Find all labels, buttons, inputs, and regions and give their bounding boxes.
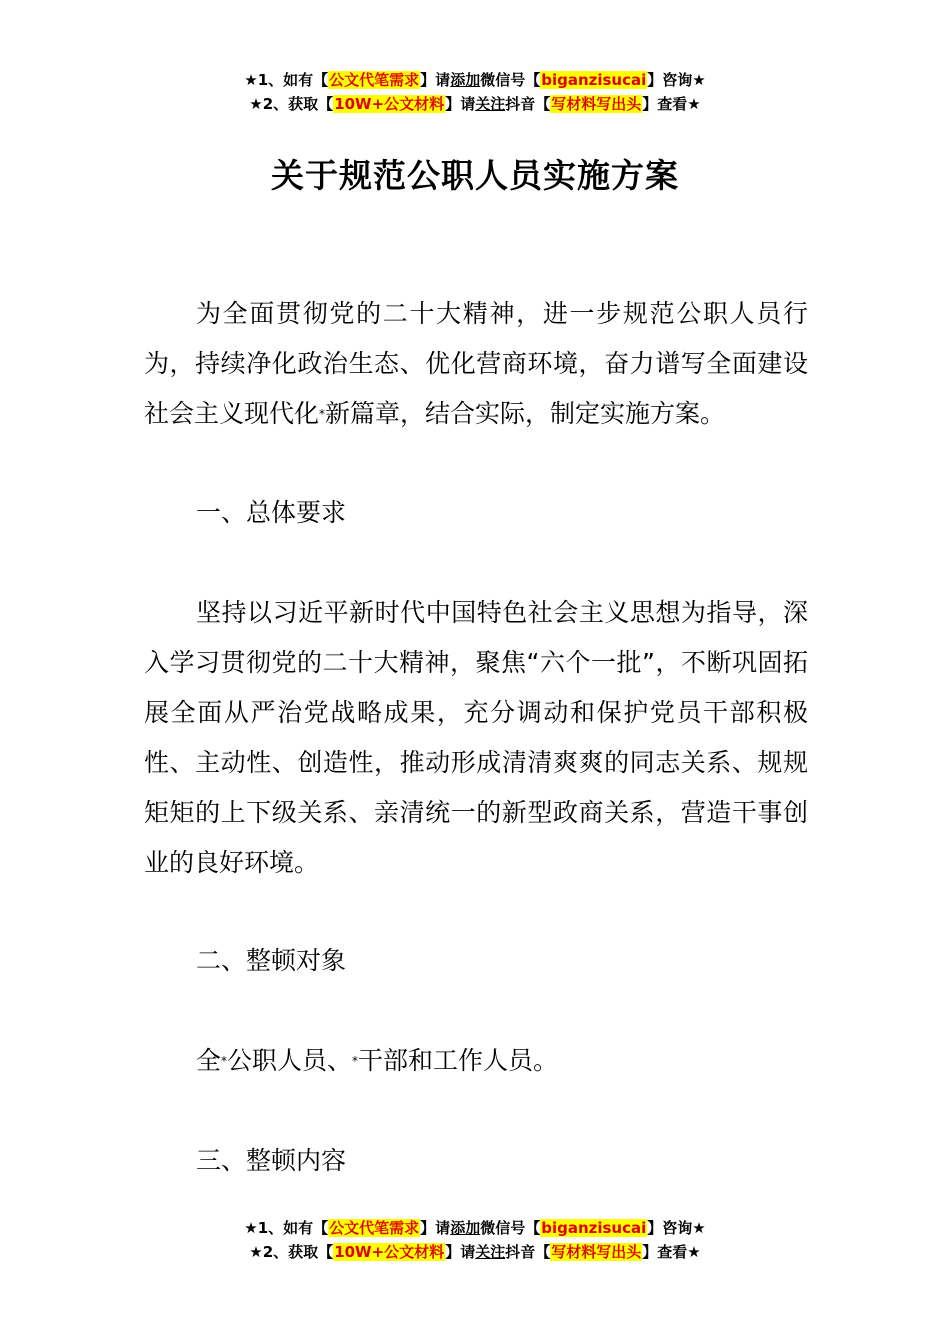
redaction-mark: * — [319, 407, 326, 421]
promo-highlight: biganzisucai — [541, 1219, 647, 1237]
promo-text: ★1、如有【 — [244, 1219, 329, 1237]
promo-text: 】请 — [445, 95, 476, 113]
paragraph-text: 全 — [196, 1046, 222, 1075]
paragraph-text: 新篇章，结合实际，制定实施方案。 — [325, 399, 726, 428]
promo-text: 】查看★ — [642, 1243, 701, 1261]
promo-text: 】请 — [420, 1219, 451, 1237]
promo-highlight: 10W+公文材料 — [334, 95, 445, 113]
redaction-mark: * — [221, 1054, 228, 1068]
promo-highlight: 写材料写出头 — [551, 1243, 642, 1261]
promo-line-1 — [0, 68, 950, 92]
promo-text: ★2、获取【 — [249, 1243, 334, 1261]
promo-text: 】查看★ — [642, 95, 701, 113]
promo-underline: 关注 — [475, 95, 506, 113]
paragraph-text: 公职人员、 — [227, 1046, 353, 1075]
promo-line-2 — [0, 92, 950, 116]
promo-text: 微信号【 — [480, 71, 541, 89]
section-heading-2: 二、整顿对象 — [196, 946, 347, 975]
promo-highlight: 公文代笔需求 — [329, 71, 420, 89]
redaction-mark: * — [352, 1054, 359, 1068]
promo-underline: 关注 — [475, 1243, 506, 1261]
promo-text: 】请 — [420, 71, 451, 89]
promo-text: 抖音【 — [505, 95, 551, 113]
intro-paragraph — [144, 289, 808, 439]
header-promo-banner — [0, 68, 950, 116]
promo-highlight: 10W+公文材料 — [334, 1243, 445, 1261]
promo-text: 】咨询★ — [647, 1219, 706, 1237]
promo-text: 抖音【 — [505, 1243, 551, 1261]
promo-underline: 添加 — [450, 1219, 481, 1237]
section-heading-1: 一、总体要求 — [196, 498, 347, 527]
paragraph-text: 为全面贯彻党的二十大精神，进一步规范公职人员行为，持续净化政治生态、优化营商环境，奋力谱写全面建设社会主义现代化 — [144, 299, 808, 428]
promo-text: 】请 — [445, 1243, 476, 1261]
requirements-paragraph: 坚持以习近平新时代中国特色社会主义思想为指导，深入学习贯彻党的二十大精神，聚焦“六个一批”，不断巩固拓展全面从严治党战略成果，充分调动和保护党员干部积极性、主动性、创造性，推动形成清清爽爽的同志关系、规规矩矩的上下级关系、亲清统一的新型政商关系，营造干事创业的良好环境。 — [144, 598, 808, 877]
promo-highlight: biganzisucai — [541, 71, 647, 89]
promo-line-2 — [0, 1240, 950, 1264]
promo-text: 微信号【 — [480, 1219, 541, 1237]
document-title: 关于规范公职人员实施方案 — [271, 156, 679, 195]
promo-text: 】咨询★ — [647, 71, 706, 89]
promo-text: ★1、如有【 — [244, 71, 329, 89]
targets-paragraph — [144, 1036, 808, 1086]
promo-highlight: 写材料写出头 — [551, 95, 642, 113]
promo-line-1 — [0, 1216, 950, 1240]
promo-underline: 添加 — [450, 71, 481, 89]
section-heading-3: 三、整顿内容 — [196, 1146, 347, 1175]
promo-highlight: 公文代笔需求 — [329, 1219, 420, 1237]
footer-promo-banner — [0, 1216, 950, 1264]
paragraph-text: 干部和工作人员。 — [358, 1046, 559, 1075]
promo-text: ★2、获取【 — [249, 95, 334, 113]
